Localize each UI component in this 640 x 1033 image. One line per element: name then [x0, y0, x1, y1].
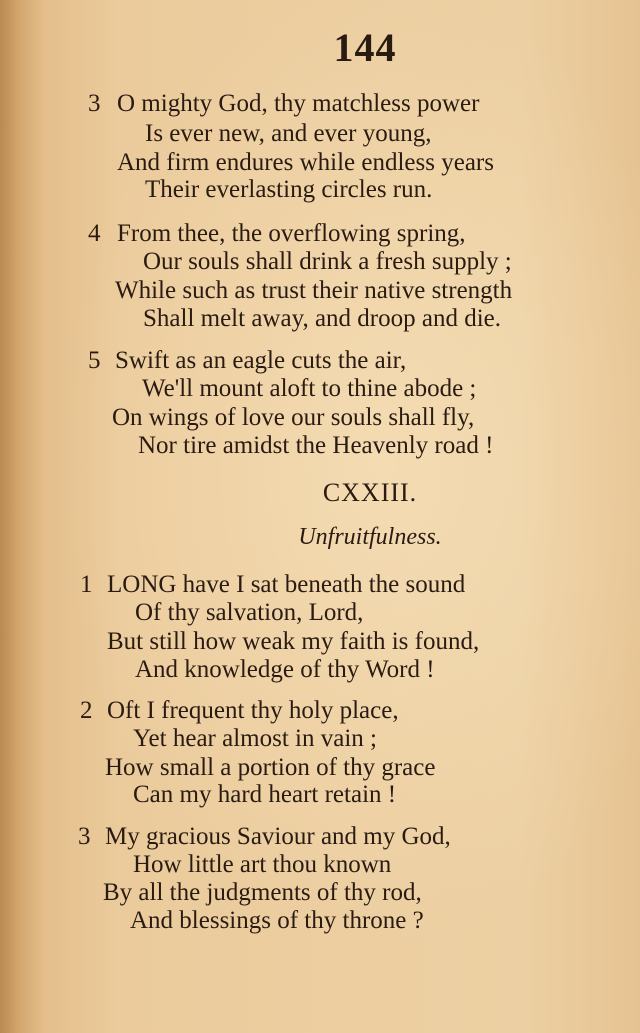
- verse-line: Of thy salvation, Lord,: [135, 599, 364, 626]
- verse-line: By all the judgments of thy rod,: [103, 879, 422, 906]
- verse-line: Is ever new, and ever young,: [145, 120, 432, 147]
- verse-line: Our souls shall drink a fresh supply ;: [143, 248, 512, 275]
- stanza-number: 1: [80, 571, 93, 598]
- hymn-subject: Unfruitfulness.: [298, 524, 442, 550]
- page-number: 144: [333, 25, 397, 70]
- verse-line: Shall melt away, and droop and die.: [143, 305, 502, 332]
- verse-line: While such as trust their native strength: [115, 277, 513, 304]
- verse-line: LONG have I sat beneath the sound: [107, 571, 466, 598]
- stanza-number: 3: [78, 823, 91, 850]
- verse-line: Can my hard heart retain !: [133, 781, 397, 808]
- verse-line: My gracious Saviour and my God,: [105, 823, 451, 850]
- hymn-number: CXXIII.: [322, 478, 418, 507]
- stanza-number: 3: [88, 90, 101, 117]
- verse-line: O mighty God, thy matchless power: [117, 90, 480, 117]
- verse-line: Swift as an eagle cuts the air,: [115, 347, 407, 374]
- verse-line: And knowledge of thy Word !: [135, 656, 435, 683]
- verse-line: And blessings of thy throne ?: [130, 907, 424, 934]
- verse-line: Their everlasting circles run.: [145, 176, 433, 203]
- stanza-number: 4: [88, 220, 101, 247]
- stanza-number: 2: [80, 697, 93, 724]
- verse-line: We'll mount aloft to thine abode ;: [142, 375, 477, 402]
- verse-line: How small a portion of thy grace: [105, 754, 436, 781]
- stanza-number: 5: [88, 347, 101, 374]
- verse-line: Nor tire amidst the Heavenly road !: [138, 432, 494, 459]
- verse-line: But still how weak my faith is found,: [107, 628, 480, 655]
- verse-line: And firm endures while endless years: [117, 149, 494, 176]
- verse-line: Yet hear almost in vain ;: [133, 725, 377, 752]
- verse-line: How little art thou known: [133, 851, 392, 878]
- verse-line: On wings of love our souls shall fly,: [112, 404, 475, 431]
- verse-line: Oft I frequent thy holy place,: [107, 697, 399, 724]
- verse-line: From thee, the overflowing spring,: [117, 220, 466, 247]
